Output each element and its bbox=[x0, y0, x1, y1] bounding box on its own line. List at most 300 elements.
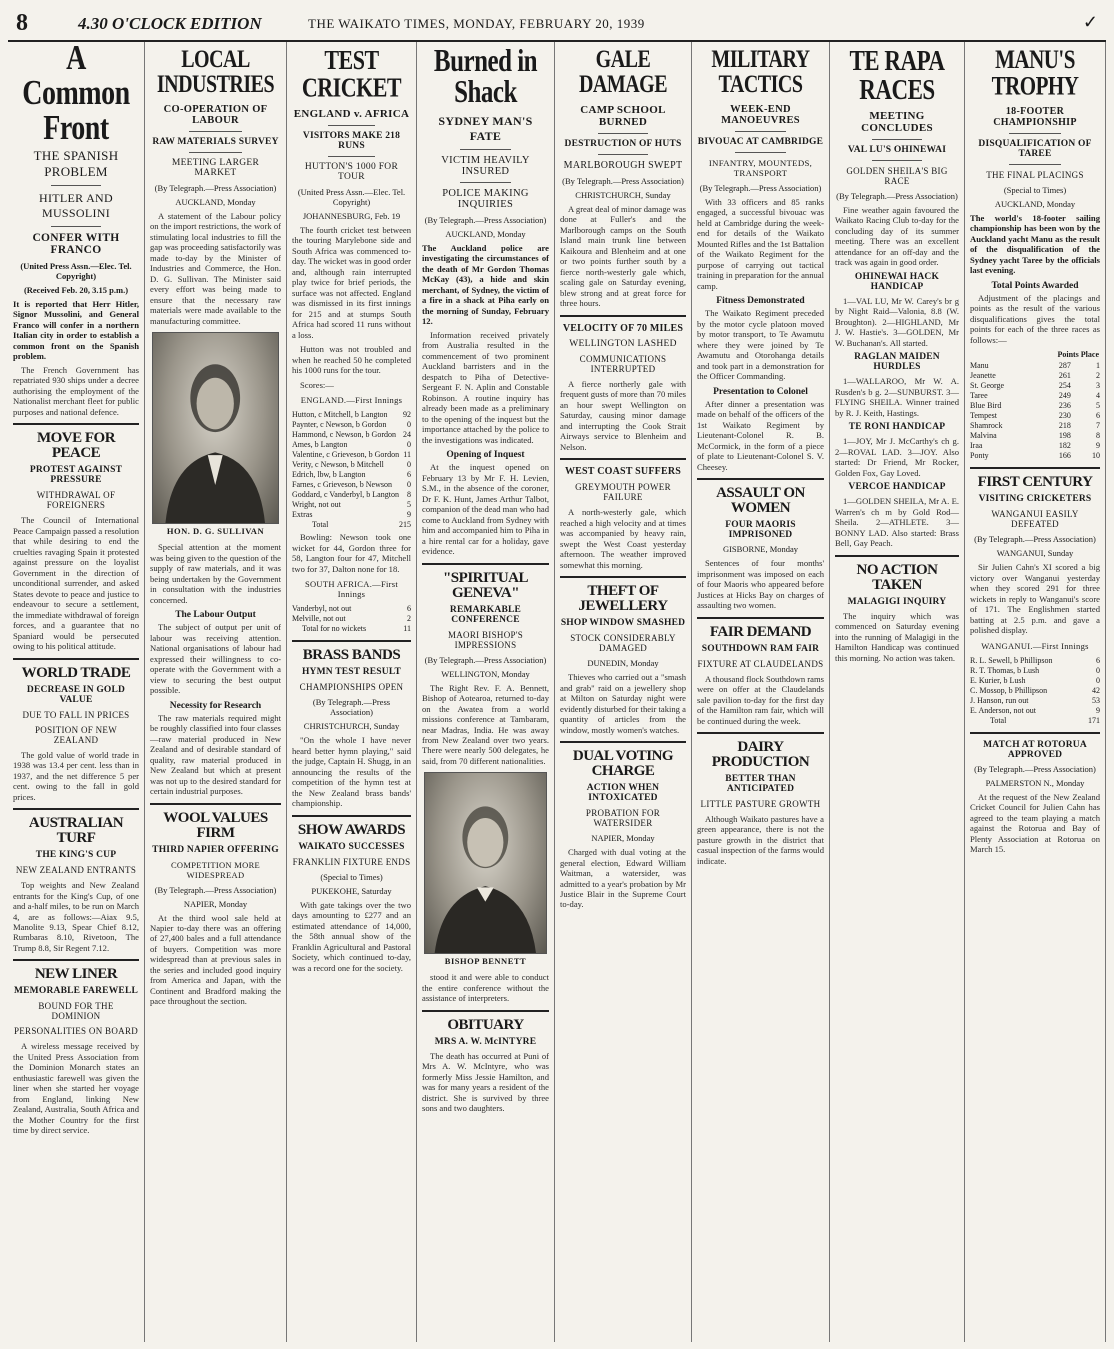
scorecard-total bbox=[292, 624, 411, 634]
subheadline: POLICE MAKING INQUIRIES bbox=[442, 188, 529, 210]
section-subhead: GREYMOUTH POWER FAILURE bbox=[575, 482, 671, 503]
section-subhead: WAIKATO SUCCESSES bbox=[298, 841, 405, 852]
body-text: With gate takings over the two days amounting to £277 and an estimated attendance of 14,000, the 58th annual show of the Franklin Agricultural and Pastoral Society, which continued to-day, was a record one for the society. bbox=[292, 899, 411, 973]
body-text: A north-westerly gale, which reached a high velocity and at times was accompanied by heavy rain, swept the West Coast yesterday afternoon. The weather improved somewhat this morning. bbox=[560, 507, 686, 570]
divider bbox=[560, 458, 686, 460]
body-text: After dinner a presentation was made on behalf of the officers of the 1st Waikato Regiment by Lieutenant-Colonel R. B. McCormick, in the form of a piece of plate to Lieutenant-Colonel S. V. Cheesey. bbox=[697, 398, 824, 472]
row-value: 0 bbox=[407, 420, 411, 430]
byline: (By Telegraph.—Press Association) bbox=[562, 176, 684, 186]
section-subhead: REMARKABLE CONFERENCE bbox=[449, 604, 522, 625]
row-name: E. Kurier, b Lush bbox=[970, 675, 1026, 685]
row-name: Shamrock bbox=[970, 421, 1003, 431]
divider bbox=[13, 959, 139, 961]
section-subhead: Presentation to Colonel bbox=[713, 386, 808, 397]
section-subhead: PERSONALITIES ON BOARD bbox=[13, 1026, 139, 1037]
table-row bbox=[970, 381, 1100, 391]
row-place: 5 bbox=[1096, 401, 1100, 411]
divider bbox=[150, 803, 281, 805]
body-text: Although Waikato pastures have a green appearance, there is not the pasture growth in the district that casual inspection of the farms would indicate. bbox=[697, 813, 824, 866]
byline: (By Telegraph.—Press Association) bbox=[154, 183, 277, 193]
section-headline: VELOCITY OF 70 MILES bbox=[562, 322, 684, 334]
row-name: Jeanette bbox=[970, 371, 996, 381]
byline: (By Telegraph.—Press Association) bbox=[424, 215, 547, 225]
body-text: The Right Rev. F. A. Bennett, Bishop of Aotearoa, returned to-day on the Awatea from a world missions conference at Tambaram, near Madras, India. He was away from New Zealand over two years. There were nearly 500 delegates, he said, from 70 different nationalities. bbox=[422, 682, 549, 766]
section-subhead: The Labour Output bbox=[175, 610, 256, 621]
row-place: 3 bbox=[1096, 381, 1100, 391]
row-value: 11 bbox=[403, 450, 411, 460]
row-name: Vanderbyl, not out bbox=[292, 604, 352, 614]
divider bbox=[560, 741, 686, 743]
race-heading: TE RONI HANDICAP bbox=[848, 422, 946, 433]
row-name: J. Hanson, run out bbox=[970, 695, 1029, 705]
body-text: At the inquest opened on February 13 by Mr F. H. Levien, S.M., in the absence of the coroner, Dr F. K. Hunt, James Arthur Talbot, companion of the dead man who had come to Auckland from Sydney with him and accompanied him to Piha in a hire rental car for a holiday, gave evidence. bbox=[422, 462, 549, 557]
divider bbox=[872, 139, 922, 140]
section-headline: OBITUARY bbox=[447, 1016, 524, 1033]
table-row bbox=[292, 450, 411, 460]
dateline: DUNEDIN, Monday bbox=[587, 658, 659, 669]
section-headline: WEST COAST SUFFERS bbox=[564, 466, 682, 478]
row-value: 6 bbox=[407, 604, 411, 614]
points-table bbox=[970, 349, 1100, 461]
section-subhead: FIXTURE AT CLAUDELANDS bbox=[697, 658, 824, 669]
section-headline: BRASS BANDS bbox=[302, 647, 401, 664]
divider bbox=[292, 815, 411, 817]
portrait-photo bbox=[424, 772, 547, 954]
table-row bbox=[292, 480, 411, 490]
divider bbox=[735, 131, 786, 132]
row-name: E. Anderson, not out bbox=[970, 705, 1036, 715]
dateline: AUCKLAND, Monday bbox=[994, 199, 1076, 209]
row-place: 10 bbox=[1092, 451, 1100, 461]
column-gale-damage bbox=[555, 42, 692, 1342]
masthead bbox=[8, 6, 1106, 42]
dateline: WANGANUI, Sunday bbox=[996, 548, 1074, 559]
row-points: 287 bbox=[1058, 361, 1071, 371]
byline: (By Telegraph.—Press Association) bbox=[424, 654, 547, 665]
section-subhead: BETTER THAN ANTICIPATED bbox=[725, 773, 796, 794]
row-name: Verity, c Newson, b Mitchell bbox=[292, 460, 384, 470]
dateline: GISBORNE, Monday bbox=[722, 544, 799, 555]
column-local-industries bbox=[145, 42, 287, 1342]
table-row bbox=[970, 706, 1100, 716]
table-row bbox=[292, 420, 411, 430]
body-text: "On the whole I have never heard better hymn playing," said the judge, Captain H. Shugg, in an announcing the results of the competition of the hymn test at the New Zealand brass bands' championship. bbox=[292, 735, 411, 809]
section-subhead: MAORI BISHOP'S IMPRESSIONS bbox=[447, 629, 524, 650]
column-burned-in-shack bbox=[417, 42, 555, 1342]
race-result: 1—JOY, Mr J. McCarthy's ch g. 2—ROVAL LAD. 3—JOY. Also started: Dr Friend, Mr Rocker, Golden Fox, Gay Loved. bbox=[835, 436, 959, 478]
dateline: JOHANNESBURG, Feb. 19 bbox=[302, 211, 401, 221]
byline: (By Telegraph.—Press Association) bbox=[836, 191, 958, 201]
table-row bbox=[970, 666, 1100, 676]
section-subhead: WELLINGTON LASHED bbox=[569, 338, 677, 349]
body-text: The French Government has repatriated 930 ships under a decree authorising the employment of the Nationalist merchant fleet for public purposes and national defence. bbox=[13, 364, 139, 417]
column-military-tactics bbox=[692, 42, 830, 1342]
table-row bbox=[292, 500, 411, 510]
row-value: 9 bbox=[407, 510, 411, 520]
section-subhead: MEMORABLE FAREWELL bbox=[13, 986, 139, 997]
section-subhead: THE KING'S CUP bbox=[35, 850, 117, 861]
divider bbox=[460, 182, 511, 183]
section-headline: AUSTRALIAN TURF bbox=[28, 815, 124, 847]
table-row bbox=[970, 401, 1100, 411]
column-te-rapa-races bbox=[830, 42, 965, 1342]
divider bbox=[51, 226, 101, 227]
byline: (Special to Times) bbox=[1003, 185, 1067, 195]
dateline: PUKEKOHE, Saturday bbox=[311, 885, 392, 896]
table-row bbox=[970, 441, 1100, 451]
section-subhead: PROTEST AGAINST PRESSURE bbox=[29, 465, 123, 486]
row-name: Farnes, c Grieveson, b Newson bbox=[292, 480, 392, 490]
row-name: Ponty bbox=[970, 451, 989, 461]
section-subhead: COMMUNICATIONS INTERRUPTED bbox=[579, 353, 667, 374]
received-note: (Received Feb. 20, 3.15 p.m.) bbox=[23, 285, 129, 295]
body-text: The death has occurred at Puni of Mrs A. W. McIntyre, who was formerly Miss Jessie Hamilton, and was for many years a resident of the district. She is survived by three sons and two daughters. bbox=[422, 1050, 549, 1114]
table-row bbox=[970, 371, 1100, 381]
row-place: 2 bbox=[1096, 371, 1100, 381]
dateline: AUCKLAND, Monday bbox=[445, 229, 526, 239]
divider bbox=[560, 576, 686, 578]
row-value: 92 bbox=[403, 410, 411, 420]
byline: (By Telegraph.—Press Association) bbox=[699, 183, 822, 193]
divider bbox=[13, 658, 139, 660]
scorecard-table bbox=[970, 656, 1100, 716]
body-text: The subject of output per unit of labour was receiving attention. National organisations of labour had expressed their willingness to co-operate with the Government with a view to securing the best output possible. bbox=[150, 622, 281, 696]
body-text: A fierce northerly gale with frequent gusts of more than 70 miles an hour swept Wellington on Saturday, causing minor damage and interrupting the Cook Strait Airways service to Blenheim and Nelson. bbox=[560, 378, 687, 452]
body-text: Charged with dual voting at the general election, Edward William Waitman, a watersider, was admitted to a year's probation by Mr Justice Blair in the Supreme Court to-day. bbox=[560, 847, 686, 910]
byline: (By Telegraph.—Press Association) bbox=[974, 534, 1096, 545]
row-name: R. L. Sewell, b Phillipson bbox=[970, 655, 1053, 665]
innings-heading: WANGANUI.—First Innings bbox=[981, 640, 1089, 651]
table-row bbox=[970, 656, 1100, 666]
byline: (United Press Assn.—Elec. Tel. Copyright) bbox=[297, 187, 406, 207]
lead-paragraph: It is reported that Herr Hitler, Signor Mussolini, and General Franco will confer in a northern Italian city in order to establish a common front on the Spanish problem. bbox=[13, 299, 139, 362]
section-subhead: PROBATION FOR WATERSIDER bbox=[585, 808, 661, 829]
row-value: 53 bbox=[1092, 695, 1100, 705]
subheadline: VAL LU'S OHINEWAI bbox=[847, 145, 947, 155]
table-row bbox=[292, 490, 411, 500]
row-name: Edrich, lbw, b Langton bbox=[292, 470, 366, 480]
row-name: Extras bbox=[292, 510, 313, 520]
dateline: NAPIER, Monday bbox=[591, 833, 655, 844]
divider bbox=[697, 732, 824, 734]
table-row bbox=[292, 410, 411, 420]
headline: TEST CRICKET bbox=[301, 44, 402, 103]
headline: MANU'S TROPHY bbox=[991, 44, 1079, 101]
body-text: Thieves who carried out a "smash and grab" raid on a jewellery shop at Milton on Saturday night were evidently disturbed for their taking a quantity of articles from the window, mostly women's watches. bbox=[560, 672, 686, 735]
subheadline: THE FINAL PLACINGS bbox=[986, 170, 1084, 180]
subheadline: DISQUALIFICATION OF TAREE bbox=[978, 139, 1092, 159]
divider bbox=[697, 617, 824, 619]
row-value: 0 bbox=[407, 460, 411, 470]
innings-heading: ENGLAND.—First Innings bbox=[300, 395, 403, 406]
subheadline: 18-FOOTER CHAMPIONSHIP bbox=[993, 106, 1077, 128]
race-heading: RAGLAN MAIDEN HURDLES bbox=[854, 352, 940, 373]
row-name: Valentine, c Grieveson, b Gordon bbox=[292, 450, 400, 460]
section-subhead: STOCK CONSIDERABLY DAMAGED bbox=[570, 633, 676, 654]
row-name: Melville, not out bbox=[292, 614, 346, 624]
section-headline: DAIRY PRODUCTION bbox=[711, 738, 810, 770]
total-value: 171 bbox=[1088, 715, 1100, 725]
race-heading: VERCOE HANDICAP bbox=[848, 482, 946, 493]
scorecard-total bbox=[970, 716, 1100, 726]
row-place: 6 bbox=[1096, 411, 1100, 421]
row-points: 249 bbox=[1058, 391, 1071, 401]
person-silhouette-icon bbox=[153, 333, 277, 523]
body-text: The inquiry which was commenced on Saturday evening into the running of Malagigi in the Hamilton Handicap was continued this morning. No action was taken. bbox=[835, 610, 959, 663]
scorecard-table bbox=[292, 410, 411, 520]
scorecard-table bbox=[292, 604, 411, 624]
edition-title: 4.30 O'CLOCK EDITION bbox=[78, 14, 262, 33]
row-place: 9 bbox=[1096, 441, 1100, 451]
row-name: R. T. Thomas, b Lush bbox=[970, 665, 1040, 675]
body-text: Top weights and New Zealand entrants for the King's Cup, of one and a-half miles, to be run on March 4, are as follows:—Aiax 9.5, Manolite 9.13, Spear Chief 8.12, Rumbaras 8.10, Rivetoon, The Trump 8.8, Sir Regent 7.12. bbox=[13, 880, 139, 953]
body-text: A thousand flock Southdown rams were on offer at the Claudelands sale pavilion to-day for the first day of the Hamilton ram fair, which will be continued during the week. bbox=[697, 673, 824, 726]
table-row bbox=[970, 696, 1100, 706]
headline: GALE DAMAGE bbox=[578, 45, 668, 99]
headline: TE RAPA RACES bbox=[849, 45, 945, 105]
divider bbox=[560, 315, 686, 317]
row-name: Blue Bird bbox=[970, 401, 1002, 411]
row-points: 236 bbox=[1058, 401, 1071, 411]
section-headline: ASSAULT ON WOMEN bbox=[716, 485, 805, 517]
dateline: CHRISTCHURCH, Sunday bbox=[303, 721, 400, 732]
section-headline: THEFT OF JEWELLERY bbox=[578, 583, 668, 615]
photo-caption: HON. D. G. SULLIVAN bbox=[166, 526, 265, 537]
table-row bbox=[292, 430, 411, 440]
lead-paragraph: The world's 18-footer sailing championship has been won by the Auckland yacht Manu as the result of the disqualification of the Sydney yacht Taree by the officials last evening. bbox=[970, 213, 1100, 276]
divider bbox=[872, 160, 922, 161]
total-label: Total bbox=[312, 520, 329, 530]
row-place: 8 bbox=[1096, 431, 1100, 441]
row-points: 166 bbox=[1058, 451, 1071, 461]
row-name: Ames, b Langton bbox=[292, 440, 348, 450]
section-subhead: MALAGIGI INQUIRY bbox=[847, 596, 947, 607]
body-text: The Waikato Regiment preceded by the motor cycle platoon moved by motor transport, to Te Awamutu where they were joined by Te Awamutu and Otorohanga details and took part in a demonstration for the Officer Commanding. bbox=[697, 308, 824, 382]
divider bbox=[13, 423, 139, 425]
row-points: 254 bbox=[1058, 381, 1071, 391]
body-text: A statement of the Labour policy on the import restrictions, the work of stimulating local industries to fill the gap was proceeding satisfactorily was made to-day by the Minister of Industries and Commerce, the Hon. D. G. Sullivan. The Minister said every effort was being made to ensure that the necessary raw materials were made available to the manufacturing committee. bbox=[150, 211, 281, 326]
row-place: 7 bbox=[1096, 421, 1100, 431]
divider bbox=[292, 640, 411, 642]
section-subhead: Total Points Awarded bbox=[991, 280, 1079, 291]
section-subhead: FRANKLIN FIXTURE ENDS bbox=[292, 856, 411, 867]
section-headline: FAIR DEMAND bbox=[709, 623, 812, 640]
photo-caption: BISHOP BENNETT bbox=[444, 956, 527, 967]
divider bbox=[328, 156, 376, 157]
section-headline: WOOL VALUES FIRM bbox=[163, 809, 268, 841]
race-result: 1—WALLAROO, Mr W. A. Rusden's b g. 2—SUNBURST. 3—FLYING SHEILA. Winner trained by R. J. Keith, Hastings. bbox=[835, 376, 959, 418]
subheadline: CONFER WITH FRANCO bbox=[32, 232, 120, 256]
row-name: Goddard, c Vanderbyl, b Langton bbox=[292, 490, 399, 500]
dateline: PALMERSTON N., Monday bbox=[985, 777, 1085, 788]
row-value: 9 bbox=[1096, 705, 1100, 715]
table-row bbox=[292, 614, 411, 624]
table-row bbox=[970, 431, 1100, 441]
section-headline: DUAL VOTING CHARGE bbox=[572, 748, 674, 780]
table-row bbox=[292, 460, 411, 470]
body-text: Special attention at the moment was being given to the question of the supply of raw materials, and it was being undertaken by the Government in consultation with the industries concerned. bbox=[150, 542, 281, 605]
body-text: At the request of the New Zealand Cricket Council for Julien Cahn has agreed to the team playing a match against the Rotorua and Bay of Plenty Association at Rotorua on March 15. bbox=[970, 791, 1100, 855]
divider bbox=[598, 133, 648, 134]
table-row bbox=[970, 686, 1100, 696]
subheadline: HUTTON'S 1000 FOR TOUR bbox=[304, 162, 399, 182]
subheadline: SYDNEY MAN'S FATE bbox=[438, 114, 533, 143]
body-text: A great deal of minor damage was done at Fuller's and the Marlborough camps on the South Island main trunk line between Kaikoura and Blenheim and at one or two points further south by a fierce north-westerly gale which, scaling gale on Saturday evening, blew strong and at great force for three hours. bbox=[560, 204, 686, 309]
section-subhead: WANGANUI EASILY DEFEATED bbox=[991, 509, 1079, 530]
subheadline: VISITORS MAKE 218 RUNS bbox=[302, 131, 401, 151]
subheadline: RAW MATERIALS SURVEY bbox=[152, 137, 279, 147]
byline: (By Telegraph.—Press Association) bbox=[154, 884, 277, 895]
row-value: 6 bbox=[1096, 655, 1100, 665]
subheadline: WEEK-END MANOEUVRES bbox=[721, 104, 800, 126]
headline: A Common Front bbox=[22, 42, 130, 148]
row-name: Wright, not out bbox=[292, 500, 341, 510]
body-text: Sir Julien Cahn's XI scored a big victory over Wanganui yesterday when they scored 291 for three wickets in reply to Wanganui's score of 171. The Englishmen started batting at 2.5 p.m. and gave a polished display. bbox=[970, 562, 1100, 636]
divider bbox=[697, 478, 824, 480]
byline: (By Telegraph.—Press Association) bbox=[974, 763, 1096, 774]
body-text: Sentences of four months' imprisonment was imposed on each of four Maoris who appeared before Justices at Hicks Bay on charges of assaulting two women. bbox=[697, 558, 824, 611]
section-subhead: Necessity for Research bbox=[169, 700, 262, 711]
body-text: Fine weather again favoured the Waikato Racing Club to-day for the concluding day of its summer meeting. There was an excellent attendance for an off-day and the track was again in good order. bbox=[835, 205, 959, 268]
row-value: 0 bbox=[1096, 675, 1100, 685]
table-row bbox=[970, 451, 1100, 461]
person-silhouette-icon bbox=[425, 773, 546, 953]
row-value: 6 bbox=[407, 470, 411, 480]
body-text: Adjustment of the placings and points as the result of the various disqualifications gives the total points for each of the three races as follows:— bbox=[970, 292, 1100, 345]
row-name: Hutton, c Mitchell, b Langton bbox=[292, 410, 388, 420]
row-value: 0 bbox=[407, 440, 411, 450]
section-headline: SHOW AWARDS bbox=[297, 821, 406, 838]
section-subhead: POSITION OF NEW ZEALAND bbox=[35, 724, 117, 745]
subheadline: HITLER AND MUSSOLINI bbox=[39, 191, 113, 220]
subheadline: MEETING CONCLUDES bbox=[861, 110, 933, 134]
row-value: 0 bbox=[407, 480, 411, 490]
divider bbox=[970, 467, 1100, 469]
section-headline: MATCH AT ROTORUA APPROVED bbox=[983, 739, 1087, 760]
section-subhead: Fitness Demonstrated bbox=[716, 296, 805, 307]
row-place: 1 bbox=[1096, 361, 1100, 371]
divider bbox=[735, 152, 786, 153]
body-text: A wireless message received by the United Press Association from the Dominion Monarch states an enthusiastic farewell was given the liner when she started her voyage from England, linking New Zealand, Australia, South Africa and the Mother Country for the first time by direct service. bbox=[13, 1041, 139, 1136]
row-points: 198 bbox=[1058, 431, 1071, 441]
row-name: Tempest bbox=[970, 411, 997, 421]
race-result: 1—VAL LU, Mr W. Carey's br g by Night Raid—Valonia, 8.8 (W. Broughton). 2—HIGHLAND, Mr J. W. Hastie's. 3—GOLDEN, Mr W. Buchanan's. All started. bbox=[835, 295, 959, 348]
table-row bbox=[292, 440, 411, 450]
row-place: 4 bbox=[1096, 391, 1100, 401]
section-subhead: SHOP WINDOW SMASHED bbox=[560, 618, 686, 629]
body-text: The gold value of world trade in 1938 was 13.4 per cent. less than in 1937, and the net difference 5 per cent. owing to the fall in gold prices. bbox=[13, 749, 139, 802]
section-subhead: CHAMPIONSHIPS OPEN bbox=[299, 682, 404, 693]
row-value: 42 bbox=[1092, 685, 1100, 695]
table-row bbox=[292, 510, 411, 520]
byline: (United Press Assn.—Elec. Tel. Copyright) bbox=[20, 261, 132, 281]
subheadline: GOLDEN SHEILA'S BIG RACE bbox=[846, 166, 948, 186]
section-subhead: COMPETITION MORE WIDESPREAD bbox=[170, 859, 261, 880]
lead-paragraph: The Auckland police are investigating the circumstances of the death of Mr Gordon Thomas McKay (43), a hide and skin merchant, of Sydney, the victim of a fire in a shack at Piha early on the morning of Sunday, February 12. bbox=[422, 243, 549, 327]
section-subhead: HYMN TEST RESULT bbox=[301, 667, 402, 678]
subheadline: INFANTRY, MOUNTEDS, TRANSPORT bbox=[708, 158, 813, 178]
section-headline: NEW LINER bbox=[34, 966, 118, 983]
row-name: Taree bbox=[970, 391, 988, 401]
body-text: Information received privately from Australia resulted in the commencement of two prominent Auckland barristers and in the despatch to Piha of Detective-Sergeant F. N. Aplin and Constable Robinson. A routine inquiry has already been made as a preliminary to the opening of the inquest but the importance attached by the police to the investigations was indicated. bbox=[422, 329, 549, 445]
table-row bbox=[292, 604, 411, 614]
row-points: 218 bbox=[1058, 421, 1071, 431]
headline: LOCAL INDUSTRIES bbox=[156, 45, 275, 99]
section-subhead: SOUTHDOWN RAM FAIR bbox=[701, 643, 820, 654]
scores-label: Scores:— bbox=[300, 379, 334, 390]
row-name: Paynter, c Newson, b Gordon bbox=[292, 420, 387, 430]
divider bbox=[1009, 164, 1061, 165]
page-number: 8 bbox=[16, 10, 28, 36]
table-row bbox=[970, 361, 1100, 371]
headline: Burned in Shack bbox=[433, 44, 538, 110]
section-subhead: MRS A. W. McINTYRE bbox=[434, 1036, 537, 1047]
section-subhead: LITTLE PASTURE GROWTH bbox=[700, 798, 821, 809]
table-row bbox=[292, 470, 411, 480]
row-name: Hammond, c Newson, b Gordon bbox=[292, 430, 396, 440]
section-subhead: ACTION WHEN INTOXICATED bbox=[586, 783, 660, 804]
dateline: WELLINGTON, Monday bbox=[441, 668, 530, 679]
divider bbox=[598, 154, 648, 155]
body-text: The Council of International Peace Campaign passed a resolution that while desiring to end the cruelties ravaging Spain it protested against pressure on the loyalist Government in the direction of unconditional surrender, and asked States devote to peace and justice to endeavour to secure a settlement, the immediate withdrawal of foreign forces, and a guarantee that no Spaniard would be persecuted owing to his political attitude. bbox=[13, 515, 139, 652]
divider bbox=[460, 149, 511, 150]
table-row bbox=[970, 676, 1100, 686]
body-text: The fourth cricket test between the touring Marylebone side and South Africa was commenced to-day. The wicket was in good order and, although rain interrupted play twice for brief periods, the surface was not affected. England was dismissed in its first innings for 215 and at stumps South Africa had scored 11 runs without a loss. bbox=[292, 225, 411, 340]
row-name: C. Mossop, b Phillipson bbox=[970, 685, 1048, 695]
section-subhead: DUE TO FALL IN PRICES bbox=[22, 709, 130, 720]
dateline: AUCKLAND, Monday bbox=[175, 197, 256, 207]
portrait-photo bbox=[152, 332, 278, 524]
subheadline: CAMP SCHOOL BURNED bbox=[580, 104, 666, 128]
divider bbox=[422, 563, 549, 565]
column-common-front bbox=[8, 42, 145, 1342]
points-header: Points Place bbox=[1057, 350, 1099, 360]
row-value: 2 bbox=[407, 614, 411, 624]
body-text: stood it and were able to conduct the entire conference without the assistance of interpreters. bbox=[422, 972, 549, 1004]
divider bbox=[1009, 133, 1061, 134]
total-label: Total bbox=[990, 715, 1007, 725]
table-row bbox=[970, 411, 1100, 421]
row-value: 5 bbox=[407, 500, 411, 510]
divider bbox=[189, 152, 241, 153]
row-value: 0 bbox=[1096, 665, 1100, 675]
row-name: St. George bbox=[970, 381, 1005, 391]
divider bbox=[189, 131, 241, 132]
body-text: At the third wool sale held at Napier to-day there was an offering of 27,400 bales and a full attendance of buyers. Competition was more widespread than at previous sales in the series and included good inquiry from America and Japan, with the Continent and Bradford making the pace throughout the section. bbox=[150, 912, 281, 1007]
column-manus-trophy bbox=[965, 42, 1106, 1342]
innings-heading: SOUTH AFRICA.—First Innings bbox=[304, 579, 399, 600]
byline: (Special to Times) bbox=[320, 871, 383, 882]
section-headline: FIRST CENTURY bbox=[977, 474, 1093, 491]
divider bbox=[970, 732, 1100, 734]
subheadline: MEETING LARGER MARKET bbox=[171, 158, 260, 178]
row-points: 261 bbox=[1058, 371, 1071, 381]
section-headline: MOVE FOR PEACE bbox=[36, 430, 116, 462]
subheadline: CO-OPERATION OF LABOUR bbox=[163, 104, 268, 126]
dateline: CHRISTCHURCH, Sunday bbox=[575, 190, 671, 200]
section-headline: NO ACTION TAKEN bbox=[856, 561, 938, 593]
row-name: Iraa bbox=[970, 441, 983, 451]
row-name: Manu bbox=[970, 361, 989, 371]
section-subhead: FOUR MAORIS IMPRISONED bbox=[725, 520, 796, 541]
section-subhead: WITHDRAWAL OF FOREIGNERS bbox=[36, 490, 116, 511]
divider bbox=[13, 808, 139, 810]
subheadline: MARLBOROUGH SWEPT bbox=[563, 160, 683, 171]
dateline: NAPIER, Monday bbox=[183, 898, 248, 909]
section-subhead: NEW ZEALAND ENTRANTS bbox=[15, 865, 137, 876]
headline: MILITARY TACTICS bbox=[711, 45, 810, 99]
subheadline: VICTIM HEAVILY INSURED bbox=[441, 155, 530, 177]
